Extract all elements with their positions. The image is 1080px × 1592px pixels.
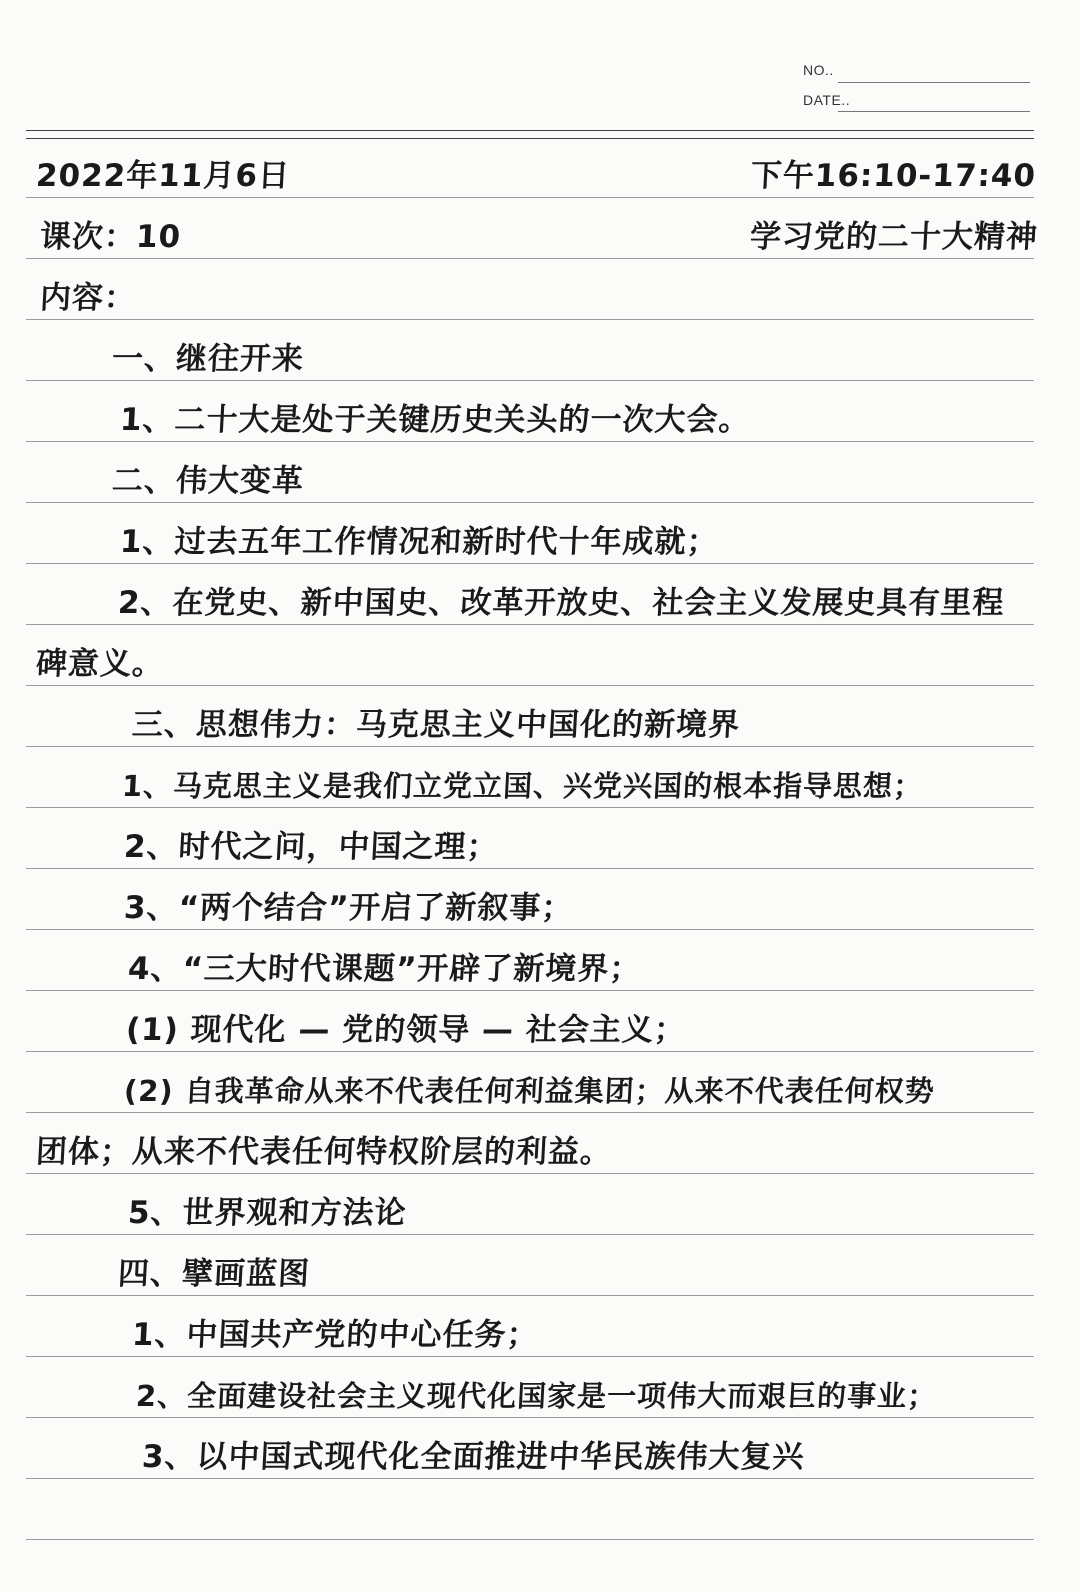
note-date: 2022年11月6日 [35, 158, 291, 194]
note-content-label: 内容： [39, 280, 137, 316]
date-line [838, 111, 1030, 112]
note-line: (1) 现代化 — 党的领导 — 社会主义； [125, 1012, 687, 1048]
header-rule-top [26, 130, 1034, 131]
note-line: 二、伟大变革 [111, 463, 305, 499]
note-line: 2、全面建设社会主义现代化国家是一项伟大而艰巨的事业； [135, 1379, 939, 1413]
ruled-line [26, 685, 1034, 686]
note-topic: 学习党的二十大精神 [749, 219, 1039, 255]
note-line: 4、“三大时代课题”开辟了新境界； [127, 951, 643, 987]
header-rule-bottom [26, 138, 1034, 139]
no-line [838, 82, 1030, 83]
ruled-line [26, 319, 1034, 320]
note-line: 3、以中国式现代化全面推进中华民族伟大复兴 [141, 1439, 806, 1475]
note-line: 1、中国共产党的中心任务； [131, 1317, 540, 1353]
note-session: 课次：10 [39, 219, 183, 255]
note-line: 1、二十大是处于关键历史关头的一次大会。 [119, 402, 752, 438]
note-line: 1、马克思主义是我们立党立国、兴党兴国的根本指导思想； [121, 769, 925, 803]
note-line: 三、思想伟力：马克思主义中国化的新境界 [131, 707, 741, 743]
note-line: 四、擘画蓝图 [117, 1256, 311, 1292]
no-label: NO.. [803, 62, 834, 78]
note-line: 5、世界观和方法论 [127, 1195, 408, 1231]
note-line: 2、在党史、新中国史、改革开放史、社会主义发展史具有里程 [117, 585, 1006, 621]
note-line: 3、“两个结合”开启了新叙事； [123, 890, 575, 926]
note-line: (2) 自我革命从来不代表任何利益集团；从来不代表任何权势 [123, 1074, 936, 1108]
note-line: 一、继往开来 [111, 341, 305, 377]
date-label: DATE.. [803, 92, 851, 108]
note-line: 1、过去五年工作情况和新时代十年成就； [119, 524, 720, 560]
note-line: 碑意义。 [35, 646, 165, 682]
note-line: 团体；从来不代表任何特权阶层的利益。 [35, 1134, 613, 1170]
ruled-line [26, 1539, 1034, 1540]
note-time: 下午16:10-17:40 [749, 158, 1037, 194]
note-line: 2、时代之问，中国之理； [123, 829, 500, 865]
